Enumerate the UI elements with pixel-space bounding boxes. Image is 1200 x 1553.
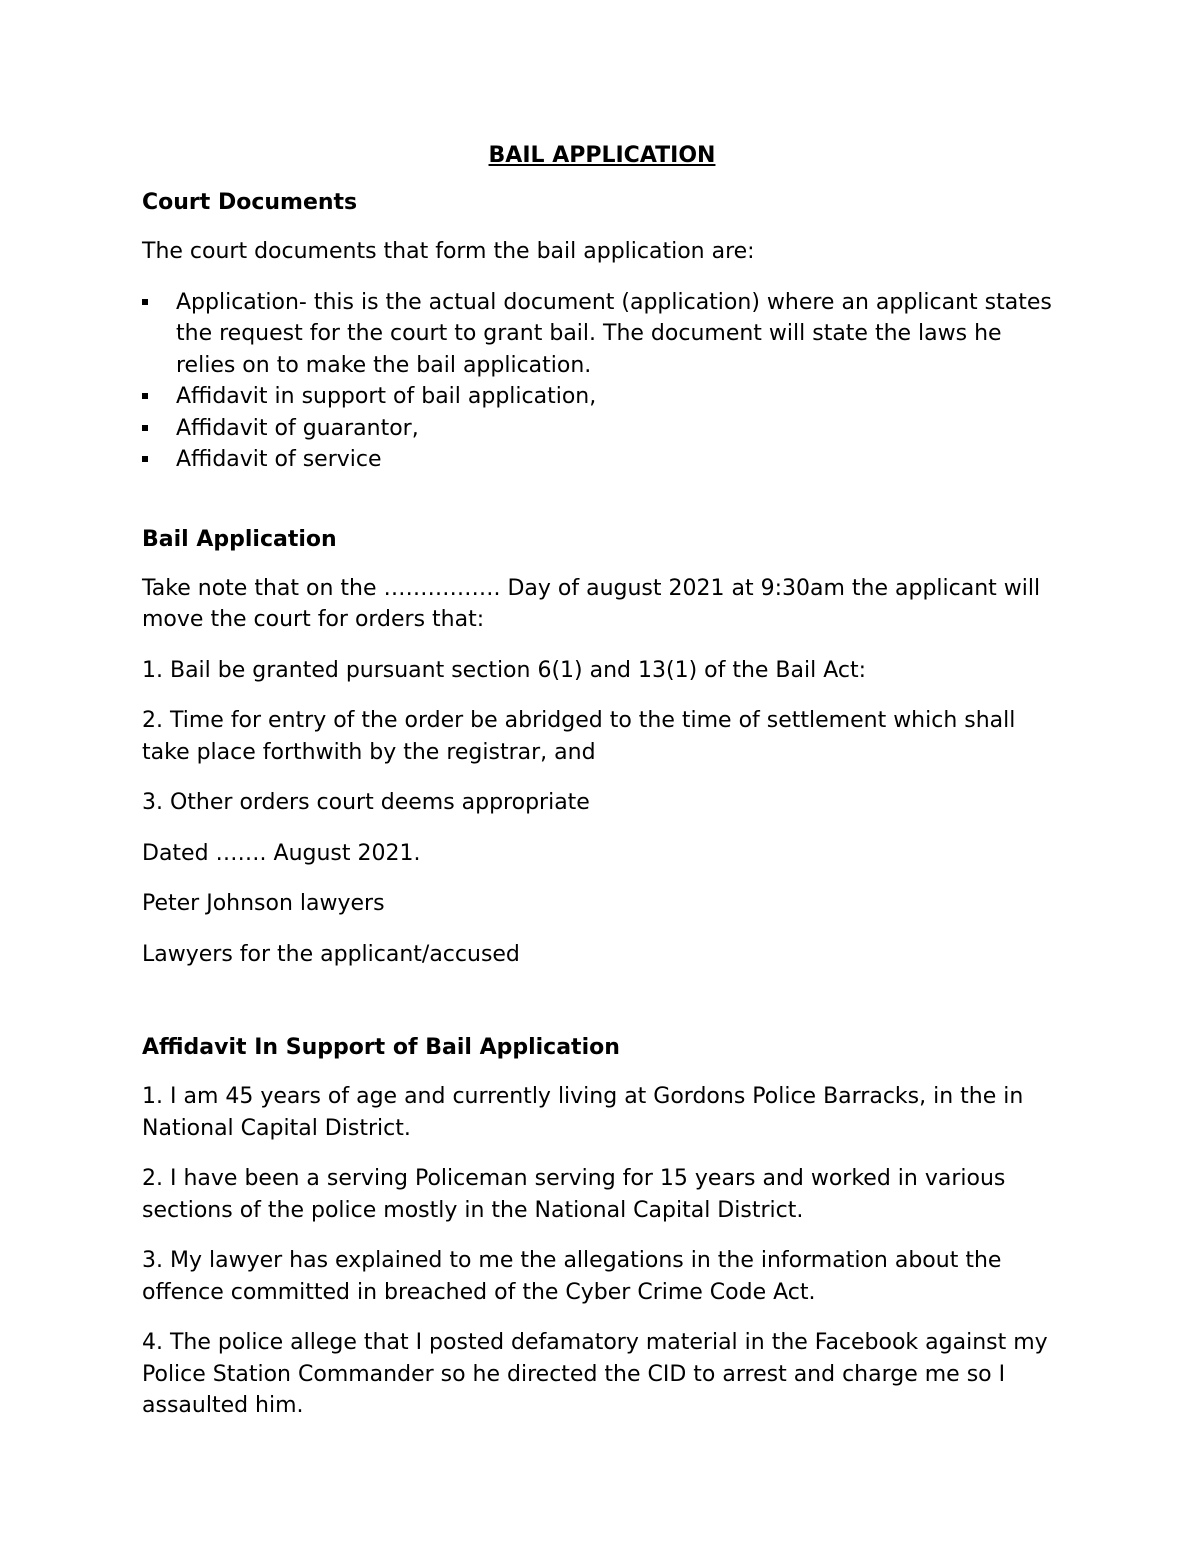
spacer <box>142 989 1062 1034</box>
list-item-text: Affidavit of service <box>176 447 382 472</box>
court-documents-heading: Court Documents <box>142 190 358 215</box>
bail-application-notice: Take note that on the ……………. Day of august 2021 at 9:30am the applicant will move the court for orders that: <box>142 575 1041 632</box>
square-bullet-icon <box>142 299 148 305</box>
list-item <box>142 381 1062 413</box>
law-firm-role: Lawyers for the applicant/accused <box>142 941 520 967</box>
document-page <box>142 142 1062 1441</box>
list-item-text: Affidavit in support of bail application, <box>176 384 597 409</box>
list-item-text: Affidavit of guarantor, <box>176 415 419 441</box>
list-item-text: Application- this is the actual document (application) where an applicant states the request for the court to grant bail. The document will state the laws he relies on to make the bail application. <box>176 289 1052 378</box>
order-item: 2. Time for entry of the order be abridged to the time of settlement which shall take place forthwith by the registrar, and <box>142 708 1016 765</box>
document-title: BAIL APPLICATION <box>488 143 716 168</box>
affidavit-paragraph: 3. My lawyer has explained to me the allegations in the information about the offence committed in breached of the Cyber Crime Code Act. <box>142 1248 1002 1305</box>
list-item <box>142 287 1062 382</box>
bail-application-heading: Bail Application <box>142 526 337 552</box>
dated-line: Dated ……. August 2021. <box>142 840 421 866</box>
spacer <box>142 476 1062 526</box>
order-item: 3. Other orders court deems appropriate <box>142 790 590 815</box>
square-bullet-icon <box>142 393 148 399</box>
law-firm-name: Peter Johnson lawyers <box>142 891 385 916</box>
affidavit-heading: Affidavit In Support of Bail Application <box>142 1035 620 1060</box>
affidavit-paragraph: 4. The police allege that I posted defamatory material in the Facebook against my Police Station Commander so he directed the CID to arrest and charge me so I assaulted him. <box>142 1330 1048 1418</box>
order-item: 1. Bail be granted pursuant section 6(1) and 13(1) of the Bail Act: <box>142 657 867 683</box>
list-item <box>142 444 1062 476</box>
court-documents-list <box>142 287 1062 476</box>
affidavit-paragraph: 1. I am 45 years of age and currently living at Gordons Police Barracks, in the in National Capital District. <box>142 1084 1024 1141</box>
list-item <box>142 413 1062 445</box>
court-documents-intro: The court documents that form the bail application are: <box>142 239 755 264</box>
affidavit-paragraph: 2. I have been a serving Policeman serving for 15 years and worked in various sections of the police mostly in the National Capital District. <box>142 1166 1006 1223</box>
square-bullet-icon <box>142 456 148 462</box>
square-bullet-icon <box>142 425 148 431</box>
